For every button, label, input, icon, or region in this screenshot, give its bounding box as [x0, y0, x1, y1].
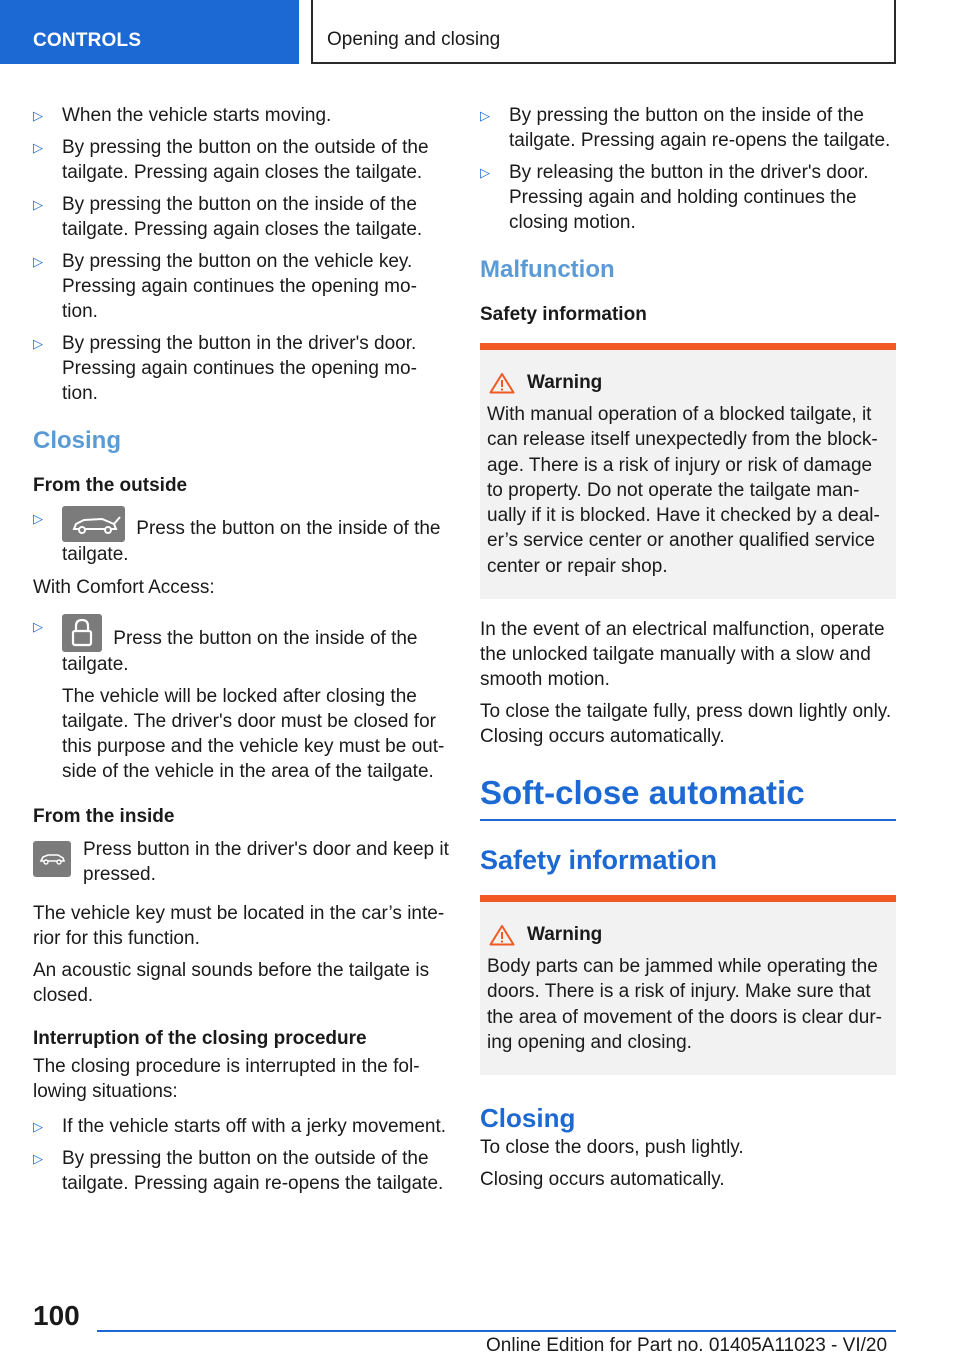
bullet-triangle-icon: ▷ [33, 197, 43, 212]
malfunction-heading: Malfunction [480, 256, 615, 283]
right-column [480, 103, 896, 1199]
bullet-triangle-icon: ▷ [33, 1119, 43, 1134]
list-item: ▷ By pressing the button on the vehicle key. Pressing again continues the opening mo-tion. [33, 251, 417, 322]
warning-triangle-icon [489, 372, 515, 394]
bullet-triangle-icon: ▷ [33, 336, 43, 351]
comfort-note: The vehicle will be locked after closing the tailgate. The driver's door must be closed for this purpose and the vehicle key must be out-side of the vehicle in the area of the tailgate. [62, 686, 445, 782]
list-item: ▷ By pressing the button in the driver's door. Pressing again continues the opening mo-tion. [33, 333, 417, 404]
door-button-icon [33, 841, 71, 877]
closing-text: Closing occurs automatically. [480, 1169, 725, 1191]
bullet-triangle-icon: ▷ [33, 619, 43, 634]
inside-instruction: Press button in the driver's door and keep it pressed. [33, 837, 451, 887]
footer-divider [97, 1330, 896, 1332]
list-item: ▷ By releasing the button in the driver's door. Pressing again and holding continues the closing motion. [480, 162, 869, 233]
closing-heading: Closing [33, 427, 121, 454]
softclose-heading: Soft-close automatic [480, 771, 896, 821]
acoustic-note: An acoustic signal sounds before the tailgate is closed. [33, 960, 430, 1006]
warning-box [480, 343, 896, 599]
warning-title: Warning [487, 370, 889, 395]
list-item: ▷ By pressing the button on the outside of the tailgate. Pressing again closes the tailgate. [33, 137, 429, 183]
warning-text: Body parts can be jammed while operating the doors. There is a risk of injury. Make sure that the area of movement of the doors is clear dur-ing opening and closing. [487, 956, 882, 1053]
chapter-title: Opening and closing [327, 29, 501, 50]
tailgate-car-icon [62, 506, 125, 542]
section-tab [0, 0, 299, 64]
safety-info-heading: Safety information [480, 304, 647, 325]
key-note: The vehicle key must be located in the car’s inte-rior for this function. [33, 903, 445, 949]
bullet-triangle-icon: ▷ [33, 140, 43, 155]
bullet-triangle-icon: ▷ [33, 511, 43, 526]
footer-edition: Online Edition for Part no. 01405A11023 - VI/20 [486, 1335, 888, 1356]
list-item: ▷ By pressing the button on the outside of the tailgate. Pressing again re-opens the tailgate. [33, 1148, 444, 1194]
closing-heading: Closing [480, 1103, 576, 1134]
interruption-text: The closing procedure is interrupted in the fol-lowing situations: [33, 1056, 420, 1102]
list-item: ▷ If the vehicle starts off with a jerky movement. [33, 1116, 447, 1137]
list-item: ▷ By pressing the button on the inside of the tailgate. Pressing again closes the tailgate. [33, 194, 423, 240]
page-number: 100 [33, 1300, 80, 1331]
left-column [33, 103, 451, 1203]
bullet-triangle-icon: ▷ [33, 1151, 43, 1166]
bullet-triangle-icon: ▷ [480, 108, 490, 123]
bullet-triangle-icon: ▷ [33, 254, 43, 269]
list-item: ▷ Press the button on the inside of the tailgate. [33, 506, 451, 567]
warning-box [480, 895, 896, 1075]
list-item: ▷ By pressing the button on the inside of the tailgate. Pressing again re-opens the tailgate. [480, 105, 891, 151]
from-inside-heading: From the inside [33, 806, 175, 827]
bullet-triangle-icon: ▷ [480, 165, 490, 180]
comfort-access-label: With Comfort Access: [33, 577, 215, 598]
warning-title: Warning [487, 922, 889, 947]
bullet-triangle-icon: ▷ [33, 108, 43, 123]
softclose-safety-heading: Safety information [480, 845, 718, 876]
closing-text: To close the doors, push lightly. [480, 1137, 744, 1159]
malfunction-text: In the event of an electrical malfunction, operate the unlocked tailgate manually with a slow and smooth motion. [480, 619, 885, 691]
from-outside-heading: From the outside [33, 475, 188, 496]
warning-text: With manual operation of a blocked tailgate, it can release itself unexpectedly from the block-age. There is a risk of injury or risk of damage to property. Do not operate the tailgate man-ually if it is blocked. Have it checked by a deal-er’s service center or another qualified service center or repair shop. [487, 404, 880, 577]
malfunction-text: To close the tailgate fully, press down lightly only. Closing occurs automatically. [480, 701, 892, 748]
lock-icon [62, 614, 102, 652]
section-label: CONTROLS [33, 30, 142, 51]
warning-triangle-icon [489, 924, 515, 946]
chapter-tab [311, 0, 896, 64]
list-item: ▷ When the vehicle starts moving. [33, 105, 332, 126]
list-item: ▷ Press the button on the inside of the tailgate. [33, 614, 451, 677]
interruption-heading: Interruption of the closing procedure [33, 1028, 367, 1049]
